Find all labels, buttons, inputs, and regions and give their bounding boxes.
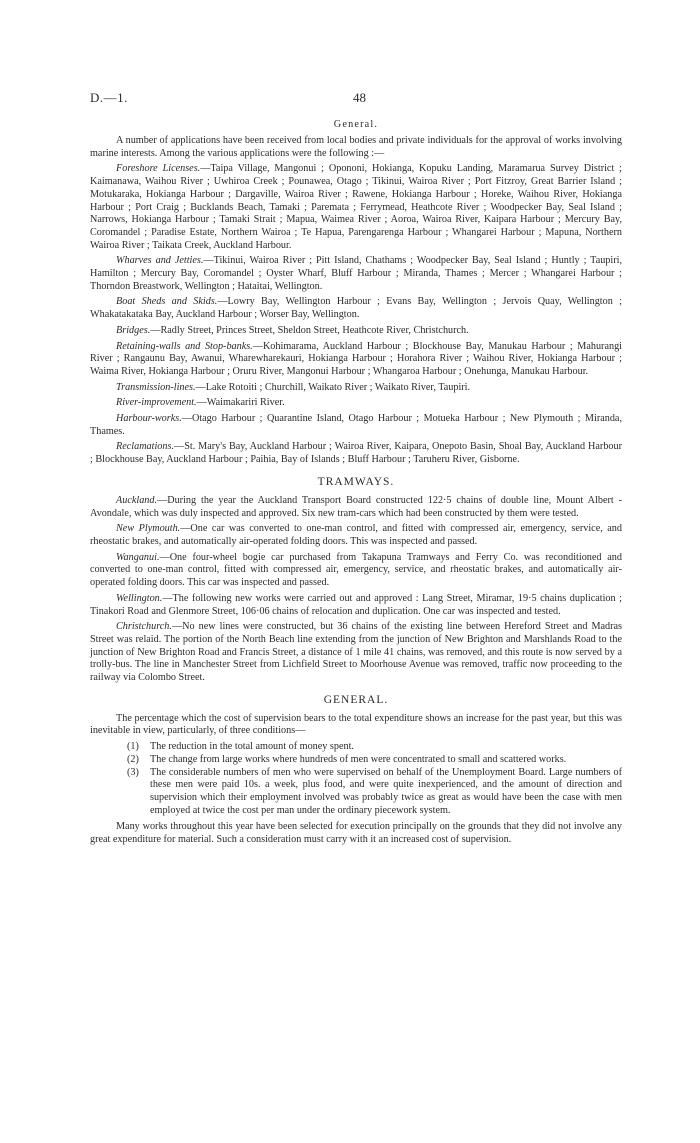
tramway-item-paragraph [90,552,622,590]
marine-item-label: Wharves and Jetties. [116,255,204,267]
tramway-item-paragraph [90,621,622,685]
condition-number: (1) [127,741,139,753]
tramway-item-label: New Plymouth. [116,523,181,535]
tramway-item-text: —One four-wheel bogie car purchased from Takapuna Tramways and Ferry Co. was reconditioned and converted to one-man control, fitted with compressed air, emergency, service, and rheostatic brakes, and automatically air-operated folding doors. This car was inspected and passed. [90,551,622,589]
marine-item-label: Boat Sheds and Skids. [116,296,218,308]
tramway-item-paragraph [90,495,622,520]
tramways-section [90,495,622,685]
marine-item-text: —Lowry Bay, Wellington Harbour ; Evans Bay, Wellington ; Jervois Quay, Wellington ; Whakatakataka Bay, Auckland Harbour ; Worser Bay, Wellington. [90,296,622,321]
marine-item-paragraph [90,397,622,410]
marine-item-label: Retaining-walls and Stop-banks. [116,340,253,352]
marine-item-paragraph [90,441,622,466]
tramway-item-label: Wellington. [116,592,163,604]
condition-number: (3) [127,766,139,778]
conditions-list [90,741,622,817]
tramway-item-label: Wanganui. [116,551,160,563]
condition-number: (2) [127,753,139,765]
marine-item-label: Bridges. [116,324,151,336]
tramways-heading: TRAMWAYS. [317,475,395,488]
marine-item-text: —St. Mary's Bay, Auckland Harbour ; Wairoa River, Kaipara, Onepoto Basin, Shoal Bay, Auckland Harbour ; Blockhouse Bay, Auckland Harbour ; Paihia, Bay of Islands ; Bluff Harbour ; Taruheru River, Gisborne. [90,441,622,466]
tramway-item-label: Auckland. [116,494,158,506]
marine-item-text: —Tikinui, Wairoa River ; Pitt Island, Chathams ; Woodpecker Bay, Seal Island ; Huntly ; Taupiri, Hamilton ; Mercury Bay, Coromandel ; Oyster Wharf, Bluff Harbour ; Miranda, Thames ; Mercer ; Whangarei Harbour ; Thorndon Breastwork, Wellington ; Hataitai, Wellington. [90,255,623,292]
marine-item-paragraph [90,255,622,293]
tramway-item-text: —One car was converted to one-man control, and fitted with compressed air, emergency, service, and rheostatic brakes, and automatically air-operated folding doors. This was inspected and passed. [90,523,622,547]
condition-text: The considerable numbers of men who were supervised on behalf of the Unemployment Board. Large numbers of these men were paid 10s. a week, plus food, and were quite inexperienced, and the amount of direction and supervision which their employment involved was probably twice as great as would have been the case with men employed at twice the cost per man under the ordinary piecework system. [150,766,622,816]
page-header [0,90,700,110]
marine-item-text: —Lake Rotoiti ; Churchill, Waikato River ; Waikato River, Taupiri. [195,381,471,393]
marine-item-paragraph [90,296,622,321]
condition-text: The change from large works where hundreds of men were concentrated to small and scattered works. [150,753,567,765]
marine-item-text: —Otago Harbour ; Quarantine Island, Otago Harbour ; Motueka Harbour ; New Plymouth ; Miranda, Thames. [90,413,622,437]
marine-item-paragraph [90,341,622,379]
tramway-item-paragraph [90,523,622,548]
marine-item-text: —Radly Street, Princes Street, Sheldon Street, Heathcote River, Christchurch. [150,324,469,336]
general-heading: GENERAL. [323,693,389,706]
page-number: 48 [353,90,366,105]
page-body [90,118,622,850]
condition-item [90,741,622,754]
marine-item-paragraph [90,413,622,438]
marine-item-label: Transmission-lines. [116,381,196,393]
general-closing: Many works throughout this year have been selected for execution principally on the grounds that they did not involve any great expenditure for material. Such a consideration must carry with it an increased cost of supervision. [90,821,622,846]
tramway-item-paragraph [90,593,622,618]
marine-item-label: Foreshore Licenses. [116,163,201,175]
marine-heading: General. [333,119,379,130]
condition-text: The reduction in the total amount of money spent. [150,741,354,753]
marine-item-text: —Waimakariri River. [196,397,285,409]
marine-item-text: —Kohimarama, Auckland Harbour ; Blockhouse Bay, Manukau Harbour ; Mahurangi River ; Rangaunu Bay, Awanui, Wharewharekauri, Hokianga Harbour ; Horahora River ; Waihou River, Hokianga Harbour ; Waima River, Hokianga Harbour ; Oruru River, Mangonui Harbour ; Whangaroa Harbour ; Onehunga, Manukau Harbour. [90,340,622,377]
marine-item-paragraph [90,382,622,395]
marine-item-paragraph [90,325,622,338]
condition-item [90,767,622,818]
marine-item-paragraph [90,163,622,252]
marine-item-label: Harbour-works. [116,413,182,425]
tramway-item-text: —During the year the Auckland Transport Board constructed 122·5 chains of double line, Mount Albert - Avondale, which was duly inspected and approved. Six new tram-cars which had been constructed by them were tested. [90,494,622,519]
marine-applications [90,163,622,466]
condition-item [90,754,622,767]
marine-item-label: Reclamations. [116,441,175,453]
marine-item-text: —Taipa Village, Mangonui ; Opononi, Hokianga, Kopuku Landing, Maramarua Survey District ; Kaimanawa, Waihou River ; Uwhiroa Creek ; Pounawea, Otago ; Tikinui, Wairoa River ; Port Fitzroy, Great Barrier Island ; Motukaraka, Hokianga Harbour ; Dargaville, Wairoa River ; Rawene, Hokianga Harbour ; Horeke, Waihou River, Hokianga Harbour ; Port Craig ; Bucklands Beach, Tamaki ; Paremata ; Ferrymead, Heathcote River ; Woodpecker Bay, Seal Island ; Narrows, Hokianga Harbour ; Tamaki Strait ; Mapua, Waimea River ; Aoroa, Wairoa River, Kaipara Harbour ; Mercury Bay, Coromandel ; Paradise Estate, Northern Wairoa ; Te Hapua, Parengarenga Harbour ; Whangarei Harbour ; Mapuna, Northern Wairoa River ; Taikata Creek, Auckland Harbour. [90,163,622,251]
tramway-item-text: —The following new works were carried out and approved : Lang Street, Miramar, 19·5 chains duplication ; Tinakori Road and Glenmore Street, 106·06 chains of relocation and duplication. One car was inspected and tested. [90,592,622,617]
marine-item-label: River-improvement. [116,397,197,409]
tramway-item-text: —No new lines were constructed, but 36 chains of the existing line between Hereford Street and Madras Street was relaid. The portion of the North Beach line extending from the junction of New Brighton and Marshlands Road to the junction of New Brighton Road and Francis Street, a distance of 1 mile 41 chains, was removed, and this route is now served by a trolly-bus. The line in Manchester Street from Lichfield Street to Moorhouse Avenue was removed, traffic now proceeding to the railway via Colombo Street. [90,621,622,684]
tramway-item-label: Christchurch. [116,621,172,633]
marine-intro: A number of applications have been received from local bodies and private individuals for the approval of works involving marine interests. Among the various applications were the following :— [90,135,622,159]
document-reference: D.—1. [90,90,128,105]
general-intro: The percentage which the cost of supervision bears to the total expenditure shows an increase for the past year, but this was inevitable in view, particularly, of three conditions— [90,712,622,737]
